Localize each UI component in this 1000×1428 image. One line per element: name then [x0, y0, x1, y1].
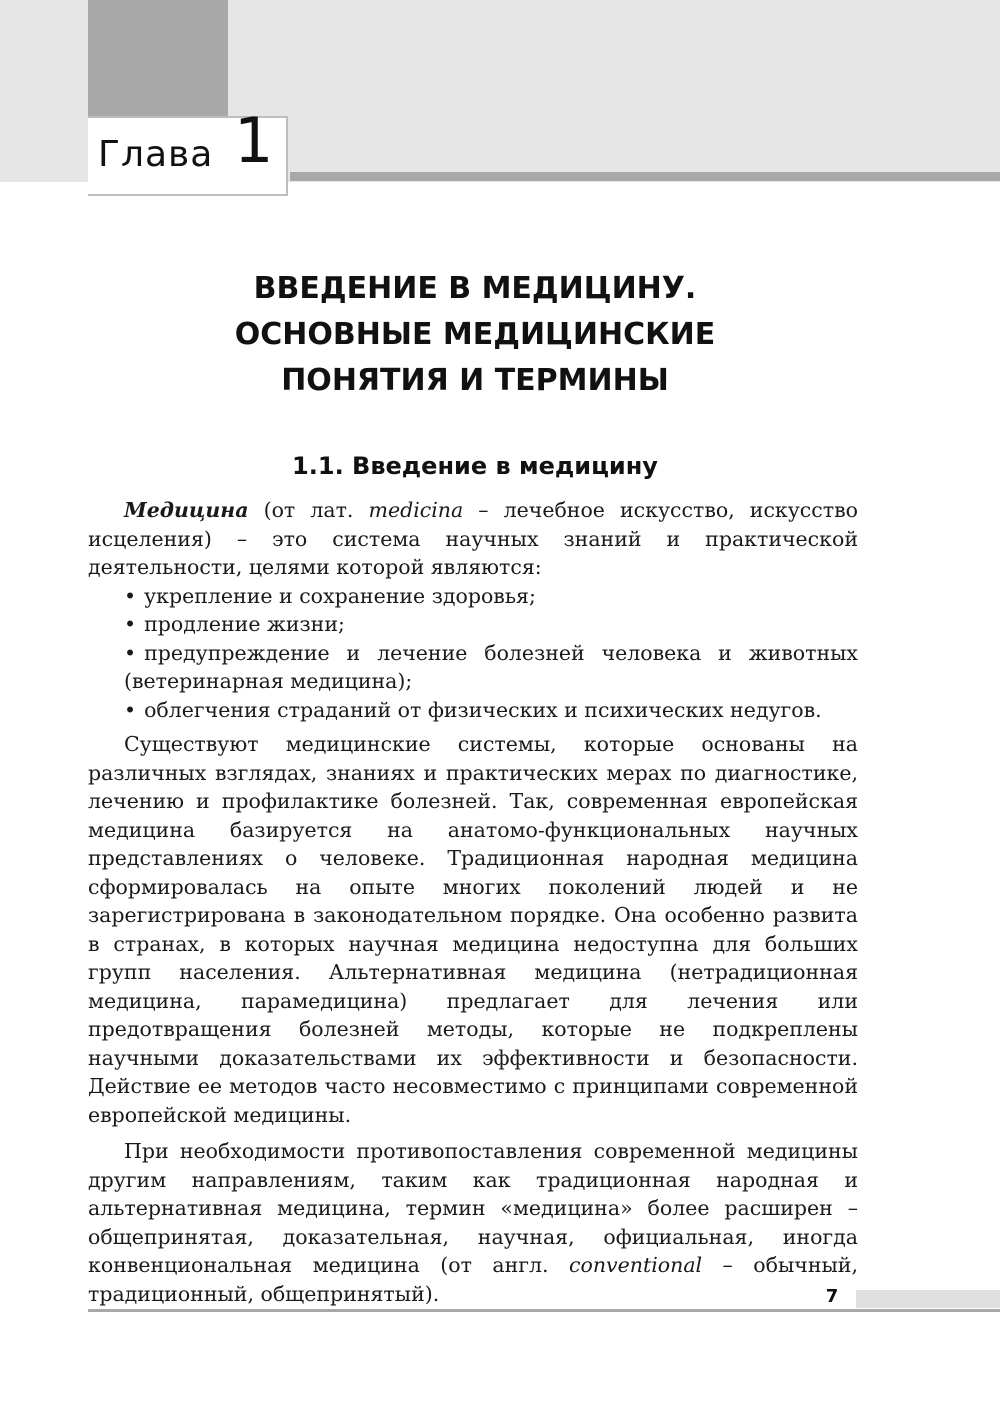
bullet-icon: •	[124, 583, 137, 608]
paragraph-medical-systems: Существуют медицинские системы, которые основаны на различных взглядах, знаниях и практических мерах по диагностике, лечению и профилактике болезней. Так, современная европейская медицина базируется на анатомо-функциональных научных представлениях о человеке. Традиционная народная медицина сформировалась на опыте многих поколений людей и не зарегистрирована в законодательном порядке. Она особенно развита в странах, в которых научная медицина недоступна для больших групп населения. Альтернативная медицина (нетрадиционная медицина, парамедицина) предлагает для лечения или предотвращения болезней методы, которые не подкреплены научными доказательствами их эффективности и безопасности. Действие ее методов часто несовместимо с принципами современной европейской медицины.	[88, 732, 858, 1127]
chapter-number: 1	[234, 104, 274, 177]
goals-list	[88, 582, 858, 725]
bullet-icon: •	[124, 612, 137, 636]
chapter-label: Глава	[98, 134, 214, 175]
list-item-text: предупреждение и лечение болезней человека и животных (ветеринарная медицина);	[124, 640, 858, 693]
chapter-title	[150, 266, 800, 404]
latin-term: medicina	[368, 498, 464, 522]
intro-paragraph	[88, 496, 858, 582]
list-item	[88, 610, 858, 639]
intro-text: (от лат.	[248, 498, 369, 522]
chapter-title-line: ОСНОВНЫЕ МЕДИЦИНСКИЕ	[234, 317, 716, 352]
paragraph-text: – обычный, традиционный, общепринятый).	[88, 1253, 858, 1306]
bullet-icon: •	[124, 640, 137, 665]
chapter-title-line: ВВЕДЕНИЕ В МЕДИЦИНУ.	[253, 271, 697, 306]
paragraph-text: При необходимости противопоставления современной медицины другим направлениям, таким как традиционная народная и альтернативная медицина, термин «медицина» более расширен – общепринятая, доказательная, научная, официальная, иногда конвенциональная медицина (от англ.	[88, 1139, 858, 1277]
term-medicine: Медицина	[124, 498, 249, 522]
paragraph-terminology	[88, 1137, 858, 1308]
header-rule	[290, 172, 1000, 181]
footer-bar	[856, 1290, 1000, 1308]
list-item	[88, 639, 858, 696]
english-term: conventional	[569, 1253, 703, 1277]
list-item	[88, 696, 858, 725]
section-title: 1.1. Введение в медицину	[292, 452, 658, 480]
footer-rule	[88, 1309, 1000, 1312]
list-item	[88, 582, 858, 611]
list-item-text: облегчения страданий от физических и психических недугов.	[144, 697, 822, 722]
body-text	[88, 496, 858, 1308]
list-item-text: продление жизни;	[144, 612, 345, 636]
bullet-icon: •	[124, 697, 137, 722]
intro-text: – лечебное искусство, искусство исцеления) – это система научных знаний и практической деятельности, целями которой являются:	[88, 498, 858, 579]
list-item-text: укрепление и сохранение здоровья;	[144, 583, 536, 608]
page-number: 7	[825, 1286, 839, 1307]
chapter-title-line: ПОНЯТИЯ И ТЕРМИНЫ	[281, 363, 669, 398]
